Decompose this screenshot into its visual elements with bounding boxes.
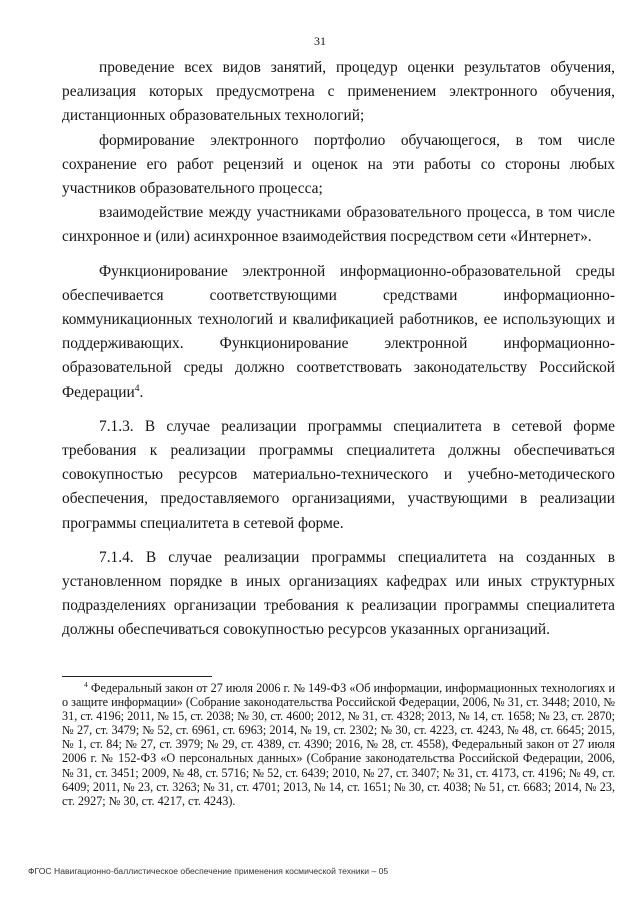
footnote	[62, 681, 615, 808]
paragraph-7-1-4: 7.1.4. В случае реализации программы специалитета на созданных в установленном порядке в иных организациях кафедрах или иных структурных подразделениях организации требования к реализации программы специалитета должны обеспечиваться совокупностью ресурсов указанных организаций.	[62, 548, 615, 639]
footnote-text: Федеральный закон от 27 июля 2006 г. № 149-ФЗ «Об информации, информационных технологиях и о защите информации» (Собрание законодательства Российской Федерации, 2006, № 31, ст. 3448; 2010, № 31, ст. 4196; 2011, № 15, ст. 2038; № 30, ст. 4600; 2012, № 31, ст. 4328; 2013, № 14, ст. 1658; № 23, ст. 2870; № 27, ст. 3479; № 52, ст. 6961, ст. 6963; 2014, № 19, ст. 2302; № 30, ст. 4223, ст. 4243, № 48, ст. 6645; 2015, № 1, ст. 84; № 27, ст. 3979; № 29, ст. 4389, ст. 4390; 2016, № 28, ст. 4558), Федеральный закон от 27 июля 2006 г. № 152-ФЗ «О персональных данных» (Собрание законодательства Российской Федерации, 2006, № 31, ст. 3451; 2009, № 48, ст. 5716; № 52, ст. 6439; 2010, № 27, ст. 3407; № 31, ст. 4173, ст. 4196; № 49, ст. 6409; 2011, № 23, ст. 3263; № 31, ст. 4701; 2013, № 14, ст. 1651; № 30, ст. 4038; № 51, ст. 6683; 2014, № 23, ст. 2927; № 30, ст. 4217, ст. 4243).	[62, 681, 616, 808]
footnote-reference: 4	[134, 382, 140, 394]
footnote-divider	[62, 676, 212, 677]
paragraph-functioning-text: Функционирование электронной информационно-образовательной среды обеспечивается соответствующими средствами информационно-коммуникационных технологий и квалификацией работников, ее использующих и поддерживающих. Функционирование электронной информационно-образовательной среды должно соответствовать законодательству Российской Федерации	[62, 262, 615, 401]
paragraph-portfolio: формирование электронного портфолио обучающегося, в том числе сохранение его работ рецензий и оценок на эти работы со стороны любых участников образовательного процесса;	[62, 131, 615, 198]
page-footer: ФГОС Навигационно-баллистическое обеспечение применения космической техники – 05	[28, 866, 389, 876]
paragraph-7-1-3: 7.1.3. В случае реализации программы специалитета в сетевой форме требования к реализации программы специалитета должны обеспечиваться совокупностью ресурсов материально-технического и учебно-методического обеспечения, предоставляемого организациями, участвующими в реализации программы специалитета в сетевой форме.	[62, 417, 615, 532]
body-text	[62, 56, 615, 643]
footnote-marker: 4	[84, 679, 88, 689]
paragraph-interaction: взаимодействие между участниками образовательного процесса, в том числе синхронное и (или) асинхронное взаимодействия посредством сети «Интернет».	[62, 204, 615, 246]
paragraph-functioning: Функционирование электронной информационно-образовательной среды обеспечивается соответствующими средствами информационно-коммуникационных технологий и квалификацией работников, ее использующих и поддерживающих. Функционирование электронной информационно-образовательной среды должно соответствовать законодательству Российской Федерации$^4$.	[62, 262, 615, 401]
page-number: 31	[314, 34, 326, 48]
paragraph-assessment: проведение всех видов занятий, процедур оценки результатов обучения, реализация которых предусмотрена с применением электронного обучения, дистанционных образовательных технологий;	[62, 59, 615, 125]
